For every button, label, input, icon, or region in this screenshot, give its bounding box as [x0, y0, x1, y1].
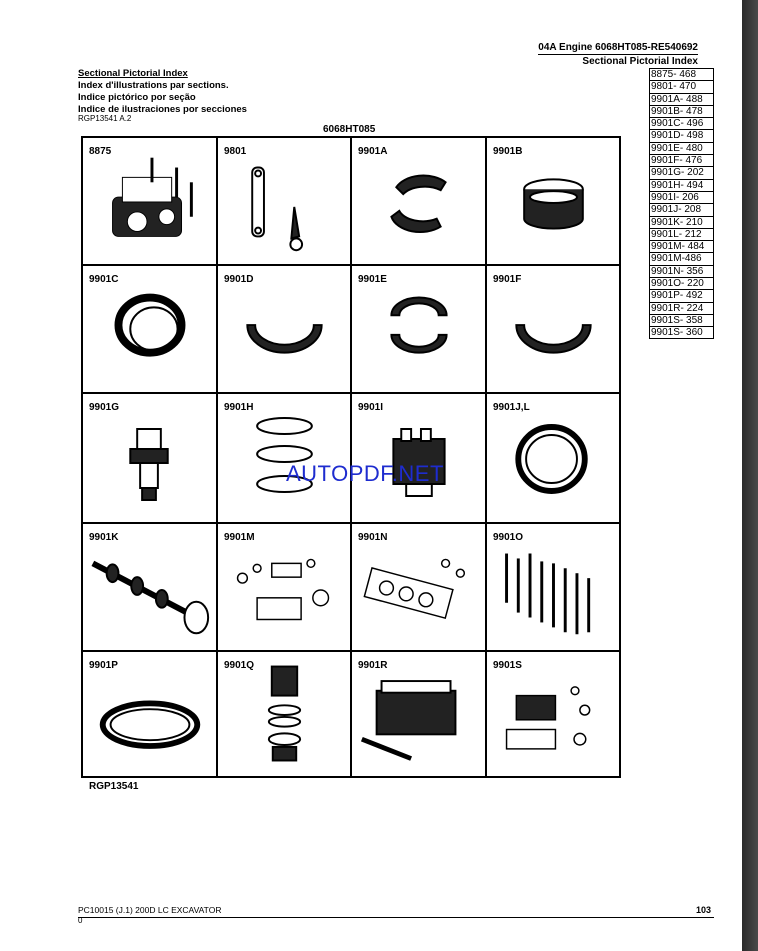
- footer-text: PC10015 (J.1) 200D LC EXCAVATOR: [78, 905, 222, 915]
- cell-label: 9901K: [89, 532, 119, 543]
- footer-divider: [78, 917, 714, 918]
- cell-label: 9901B: [493, 146, 523, 157]
- index-entry[interactable]: 9901G- 202: [649, 166, 714, 178]
- title-es: Indice de ilustraciones por secciones: [78, 104, 247, 115]
- pictorial-cell[interactable]: [352, 652, 487, 776]
- cell-label: 8875: [89, 146, 112, 157]
- index-entry[interactable]: 9901E- 480: [649, 142, 714, 154]
- page-header: [538, 41, 698, 68]
- page-index-list: [649, 68, 714, 339]
- index-entry[interactable]: 9901R- 224: [649, 302, 714, 314]
- index-entry[interactable]: 9901A- 488: [649, 93, 714, 105]
- index-entry[interactable]: 9901D- 498: [649, 129, 714, 141]
- title-pt: Indice pictórico por seção: [78, 92, 196, 103]
- index-entry[interactable]: 9901C- 496: [649, 117, 714, 129]
- index-entry[interactable]: 9901I- 206: [649, 191, 714, 203]
- cell-label: 9901I: [358, 402, 384, 413]
- index-entry[interactable]: 9901J- 208: [649, 203, 714, 215]
- pictorial-cell[interactable]: [487, 524, 619, 652]
- cell-label: 9901A: [358, 146, 388, 157]
- piston-rings-icon: [218, 394, 350, 522]
- cell-label: 9901J,L: [493, 402, 530, 413]
- pictorial-cell[interactable]: [352, 138, 487, 266]
- index-entry[interactable]: 9901S- 358: [649, 314, 714, 326]
- figure-ref-code: RGP13541 A.2: [78, 114, 132, 123]
- cell-label: 9901R: [358, 660, 388, 671]
- footer-sub: 0: [78, 916, 83, 925]
- index-entry[interactable]: 9901M- 484: [649, 240, 714, 252]
- cell-label: 9901C: [89, 274, 119, 285]
- cell-label: 9801: [224, 146, 247, 157]
- pictorial-cell[interactable]: [352, 394, 487, 524]
- header-section-title: Sectional Pictorial Index: [538, 54, 698, 68]
- title-en: Sectional Pictorial Index: [78, 68, 188, 79]
- index-entry[interactable]: 9901L- 212: [649, 228, 714, 240]
- pictorial-cell[interactable]: [218, 266, 352, 394]
- pictorial-cell[interactable]: [83, 394, 218, 524]
- cell-label: 9901Q: [224, 660, 255, 671]
- index-entry[interactable]: 9801- 470: [649, 80, 714, 92]
- injector-block-icon: [352, 394, 485, 522]
- page-number: 103: [696, 905, 712, 915]
- pictorial-cell[interactable]: [487, 138, 619, 266]
- index-entry[interactable]: 9901S- 360: [649, 326, 714, 338]
- cell-label: 9901O: [493, 532, 524, 543]
- index-entry[interactable]: 9901B- 478: [649, 105, 714, 117]
- section-titles: [78, 68, 247, 116]
- pictorial-cell[interactable]: [83, 524, 218, 652]
- pump-assembly-icon: [83, 394, 216, 522]
- pictorial-cell[interactable]: [487, 266, 619, 394]
- pictorial-cell[interactable]: [218, 394, 352, 524]
- viewer-edge: [742, 0, 758, 951]
- cell-label: 9901G: [89, 402, 120, 413]
- model-number: 6068HT085: [323, 124, 376, 135]
- figure-ref: RGP13541: [89, 781, 139, 792]
- pictorial-cell[interactable]: [218, 138, 352, 266]
- index-entry[interactable]: 9901K- 210: [649, 216, 714, 228]
- pictorial-cell[interactable]: [218, 524, 352, 652]
- watermark: AUTOPDF.NET: [286, 461, 444, 486]
- pictorial-grid: [81, 136, 621, 778]
- pictorial-cell[interactable]: [352, 524, 487, 652]
- pictorial-cell[interactable]: [83, 266, 218, 394]
- index-entry[interactable]: 9901N- 356: [649, 265, 714, 277]
- header-engine-line: 04A Engine 6068HT085-RE540692: [538, 42, 698, 53]
- cell-label: 9901P: [89, 660, 118, 671]
- pictorial-cell[interactable]: [487, 394, 619, 524]
- pictorial-cell[interactable]: [352, 266, 487, 394]
- index-entry[interactable]: 8875- 468: [649, 68, 714, 80]
- seal-ring-icon: [487, 394, 619, 522]
- cell-label: 9901M: [224, 532, 255, 543]
- cell-label: 9901D: [224, 274, 254, 285]
- pictorial-cell[interactable]: [83, 138, 218, 266]
- index-entry[interactable]: 9901O- 220: [649, 277, 714, 289]
- cell-label: 9901F: [493, 274, 522, 285]
- cell-label: 9901E: [358, 274, 387, 285]
- index-entry[interactable]: 9901M-486: [649, 252, 714, 264]
- index-entry[interactable]: 9901H- 494: [649, 179, 714, 191]
- pictorial-cell[interactable]: [83, 652, 218, 776]
- cell-label: 9901H: [224, 402, 254, 413]
- cell-label: 9901S: [493, 660, 522, 671]
- index-entry[interactable]: 9901P- 492: [649, 289, 714, 301]
- pictorial-cell[interactable]: [487, 652, 619, 776]
- pictorial-cell[interactable]: [218, 652, 352, 776]
- cell-label: 9901N: [358, 532, 388, 543]
- title-fr: Index d'illustrations par sections.: [78, 80, 229, 91]
- index-entry[interactable]: 9901F- 476: [649, 154, 714, 166]
